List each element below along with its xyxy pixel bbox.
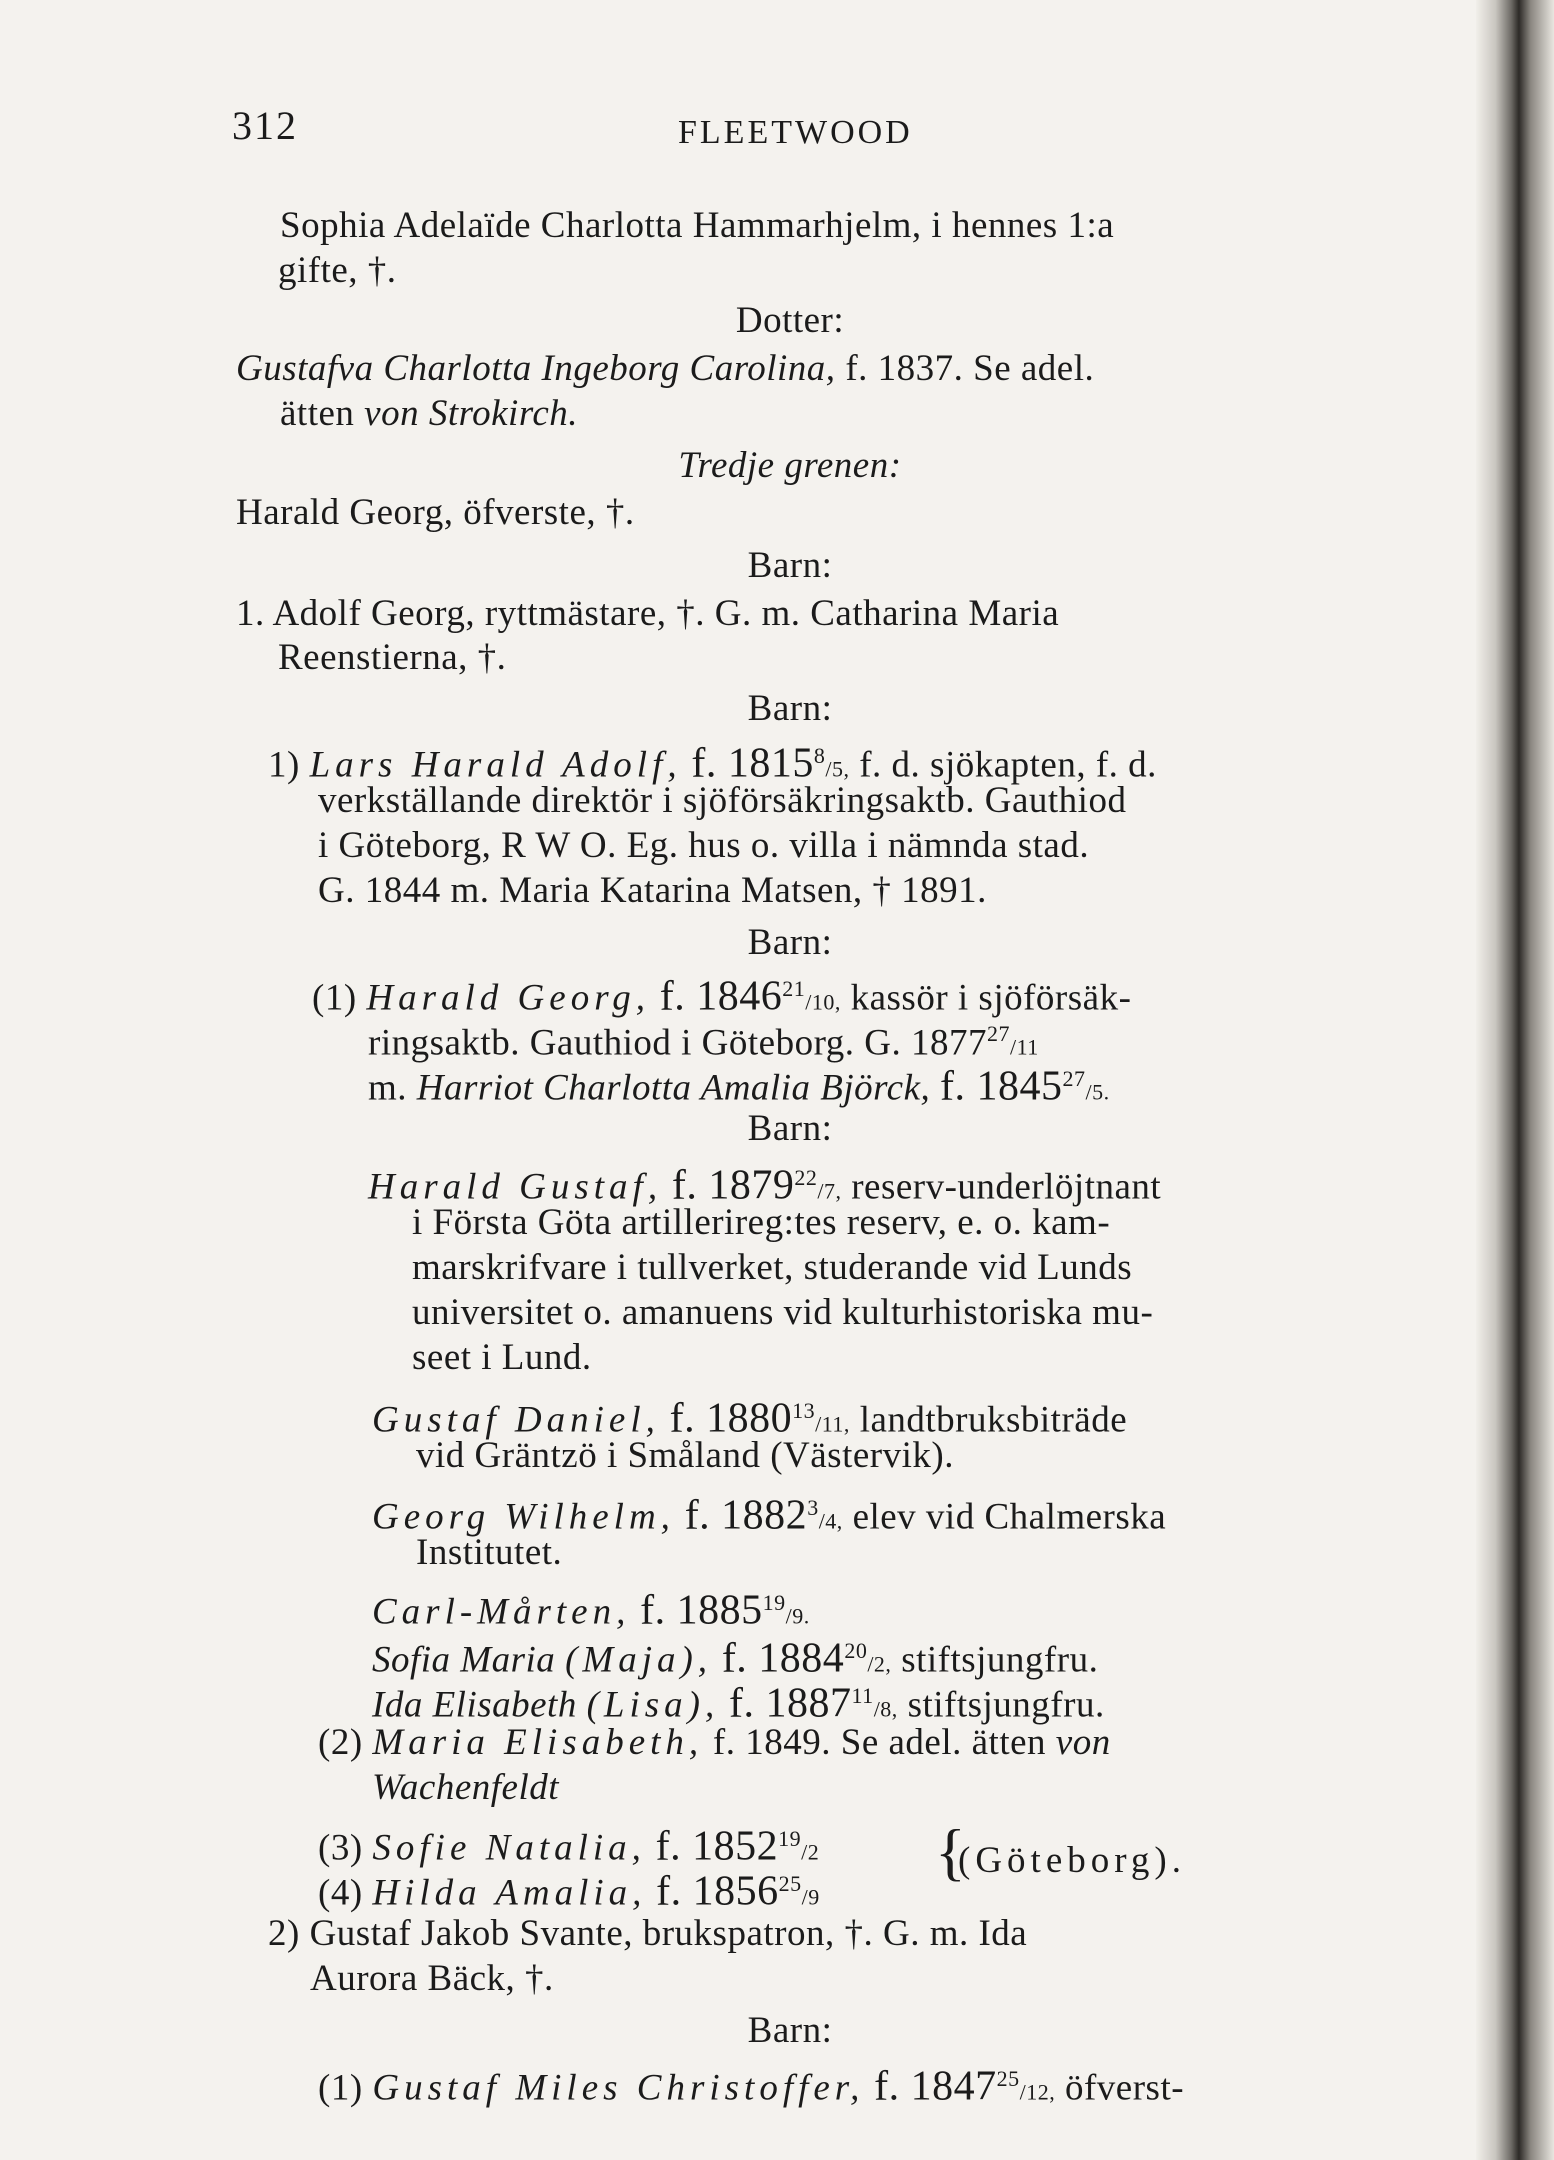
person-name: Lars Harald Adolf,	[309, 744, 682, 786]
person-name: Harriot Charlotta Amalia Björck,	[416, 1067, 931, 1109]
text-line: (4) Hilda Amalia, f. 1856$^{25}$/9	[318, 1868, 820, 1915]
book-spine	[1476, 0, 1554, 2160]
text-line: marskrifvare i tullverket, studerande vid Lunds	[412, 1247, 1133, 1288]
text-line: Harald Gustaf, f. 1879$^{22}$/7, reserv-underlöjtnant	[368, 1162, 1162, 1209]
text-line: Sophia Adelaïde Charlotta Hammarhjelm, i hennes 1:a	[280, 205, 1115, 246]
text-line: 1. Adolf Georg, ryttmästare, †. G. m. Catharina Maria	[236, 593, 1060, 634]
section-heading: Tredje grenen:	[678, 445, 902, 486]
text-line: G. 1844 m. Maria Katarina Matsen, † 1891.	[318, 870, 987, 911]
person-name: Sofia Maria	[372, 1639, 556, 1681]
person-name: Sofie Natalia,	[372, 1827, 646, 1869]
text-line: (1) Harald Georg, f. 1846$^{21}$/10, kassör i sjöförsäk-	[312, 973, 1132, 1020]
person-name: Carl-Mårten,	[372, 1591, 631, 1633]
section-heading: Barn:	[747, 688, 833, 729]
text-line: Wachenfeldt	[372, 1767, 560, 1808]
text-line: Harald Georg, öfverste, †.	[236, 492, 635, 533]
brace: {	[935, 1816, 966, 1887]
section-heading: Dotter:	[735, 300, 845, 341]
text-line: ätten von Strokirch.	[280, 393, 579, 434]
text-line: i Första Göta artillerireg:tes reserv, e. o. kam-	[412, 1202, 1111, 1243]
text-line: verkställande direktör i sjöförsäkringsaktb. Gauthiod	[318, 780, 1127, 821]
running-title: FLEETWOOD	[678, 114, 913, 151]
text-line: Gustafva Charlotta Ingeborg Carolina, f. 1837. Se adel.	[236, 348, 1095, 389]
text-line: (1) Gustaf Miles Christoffer, f. 1847$^{25}$/12, öfverst-	[318, 2063, 1185, 2110]
text-line: ringsaktb. Gauthiod i Göteborg. G. 1877$^{27}$/11	[368, 1021, 1039, 1064]
section-heading: Barn:	[747, 922, 833, 963]
person-name: Gustaf Daniel,	[372, 1399, 660, 1441]
person-name: Maria Elisabeth,	[372, 1722, 704, 1763]
text-line: universitet o. amanuens vid kulturhistoriska mu-	[412, 1292, 1154, 1333]
person-name: Harald Georg,	[366, 977, 650, 1019]
page-number: 312	[232, 103, 298, 148]
text-line: (Göteborg).	[958, 1840, 1186, 1881]
person-name: Harald Gustaf,	[368, 1166, 663, 1208]
text-line: i Göteborg, R W O. Eg. hus o. villa i nämnda stad.	[318, 825, 1090, 866]
section-heading: Barn:	[747, 545, 833, 586]
person-name: Ida Elisabeth	[372, 1684, 577, 1726]
text-line: 2) Gustaf Jakob Svante, brukspatron, †. G. m. Ida	[268, 1913, 1028, 1954]
text-line: (2) Maria Elisabeth, f. 1849. Se adel. ätten von	[318, 1722, 1111, 1763]
text-line: m. Harriot Charlotta Amalia Björck, f. 1845$^{27}$/5.	[368, 1063, 1110, 1110]
text-line: Georg Wilhelm, f. 1882$^3$/4, elev vid Chalmerska	[372, 1492, 1167, 1539]
text-line: gifte, †.	[278, 250, 397, 291]
text-line: Aurora Bäck, †.	[310, 1958, 554, 1999]
text-line: seet i Lund.	[412, 1337, 592, 1378]
text-line: Ida Elisabeth (Lisa), f. 1887$^{11}$/8, stiftsjungfru.	[372, 1680, 1105, 1727]
text-line: Reenstierna, †.	[278, 637, 507, 678]
person-name: Gustafva Charlotta Ingeborg Carolina,	[236, 348, 836, 389]
text-line: Gustaf Daniel, f. 1880$^{13}$/11, landtbruksbiträde	[372, 1395, 1128, 1442]
text-line: vid Gräntzö i Småland (Västervik).	[416, 1435, 954, 1476]
section-heading: Barn:	[747, 1108, 833, 1149]
text-line: Sofia Maria (Maja), f. 1884$^{20}$/2, stiftsjungfru.	[372, 1635, 1099, 1682]
text-line: 1) Lars Harald Adolf, f. 1815$^8$/5, f. d. sjökapten, f. d.	[268, 740, 1157, 787]
text-line: Carl-Mårten, f. 1885$^{19}$/9.	[372, 1587, 810, 1634]
person-name: Gustaf Miles Christoffer,	[372, 2067, 865, 2109]
text-line: Institutet.	[416, 1532, 563, 1573]
person-name: Georg Wilhelm,	[372, 1496, 675, 1538]
person-name: Hilda Amalia,	[372, 1872, 647, 1914]
text-line: (3) Sofie Natalia, f. 1852$^{19}$/2	[318, 1823, 820, 1870]
section-heading: Barn:	[747, 2010, 833, 2051]
